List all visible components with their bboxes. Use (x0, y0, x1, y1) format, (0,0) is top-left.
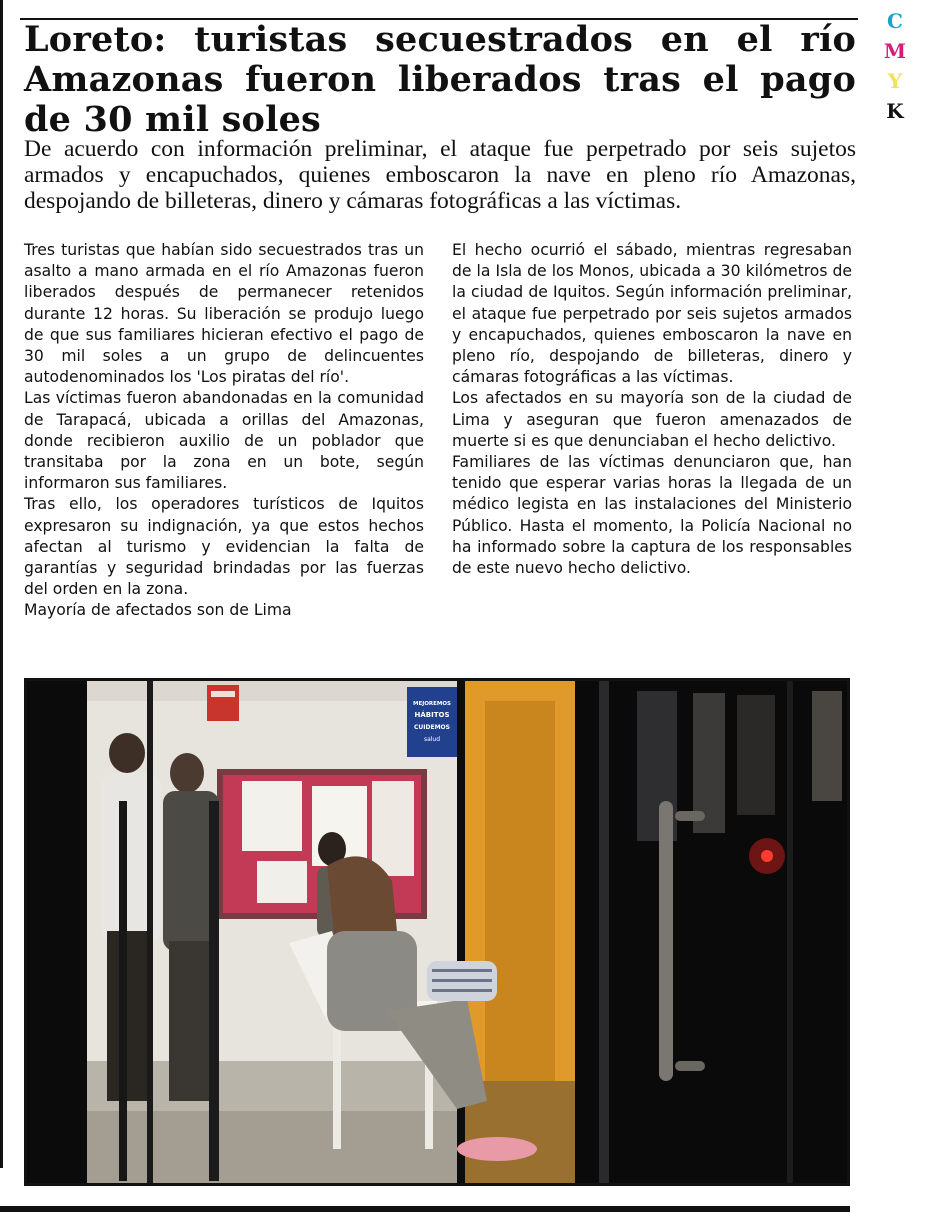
article-lead: De acuerdo con información preliminar, el ataque fue perpetrado por seis sujetos armados y encapuchados, quienes emboscaron la nave en pleno río Amazonas, despojando de billeteras, dinero y cámaras fotográficas a las víctimas. (24, 136, 856, 214)
column1-paragraph: Tres turistas que habían sido secuestrados tras un asalto a mano armada en el río Amazonas fueron liberados después de permanecer retenidos durante 12 horas. Su liberación se produjo luego de que sus familiares hicieran efectivo el pago de 30 mil soles a un grupo de delincuentes autodenominados los 'Los piratas del río'. (24, 241, 424, 387)
article-column-1 (24, 240, 424, 622)
article-photo (24, 678, 850, 1186)
column1-paragraph: Tras ello, los operadores turísticos de Iquitos expresaron su indignación, ya que estos hechos afectan al turismo y evidencian la falta de garantías y seguridad brindadas por las fuerzas del orden en la zona. (24, 495, 424, 599)
poster-line: HÁBITOS (414, 711, 450, 719)
poster-line: salud (423, 736, 441, 743)
column2-paragraph: El hecho ocurrió el sábado, mientras regresaban de la Isla de los Monos, ubicada a 30 kilómetros de la ciudad de Iquitos. Según información preliminar, el ataque fue perpetrado por seis sujetos armados y encapuchados, quienes emboscaron la nave en pleno río, despojando de billeteras, dinero y cámaras fotográficas a las víctimas. (452, 241, 852, 387)
cmyk-c: C (887, 9, 903, 33)
poster-line: MEJOREMOS (412, 701, 452, 707)
cmyk-y: Y (887, 69, 903, 93)
article-headline: Loreto: turistas secuestrados en el río Amazonas fueron liberados tras el pago de 30 mil soles (24, 19, 856, 140)
footer-rule (0, 1206, 850, 1212)
cmyk-m: M (883, 39, 907, 63)
health-poster (407, 687, 457, 757)
column2-paragraph: Familiares de las víctimas denunciaron que, han tenido que esperar varias horas la llegada de un médico legista en las instalaciones del Ministerio Público. Hasta el momento, la Policía Nacional no ha informado sobre la captura de los responsables de este nuevo hecho delictivo. (452, 453, 852, 578)
left-margin-rule (0, 0, 3, 1168)
cmyk-k: K (886, 99, 904, 123)
cmyk-registration-marks (880, 6, 910, 126)
article-subhead: Mayoría de afectados son de Lima (24, 601, 292, 620)
column1-paragraph: Las víctimas fueron abandonadas en la comunidad de Tarapacá, ubicada a orillas del Amazonas, donde recibieron auxilio de un poblador que transitaba por la zona en un bote, según informaron sus familiares. (24, 389, 424, 493)
poster-line: CUIDEMOS (414, 724, 450, 731)
column2-paragraph: Los afectados en su mayoría son de la ciudad de Lima y aseguran que fueron amenazados de muerte si es que denunciaban el hecho delictivo. (452, 389, 852, 450)
article-column-2 (452, 240, 852, 579)
